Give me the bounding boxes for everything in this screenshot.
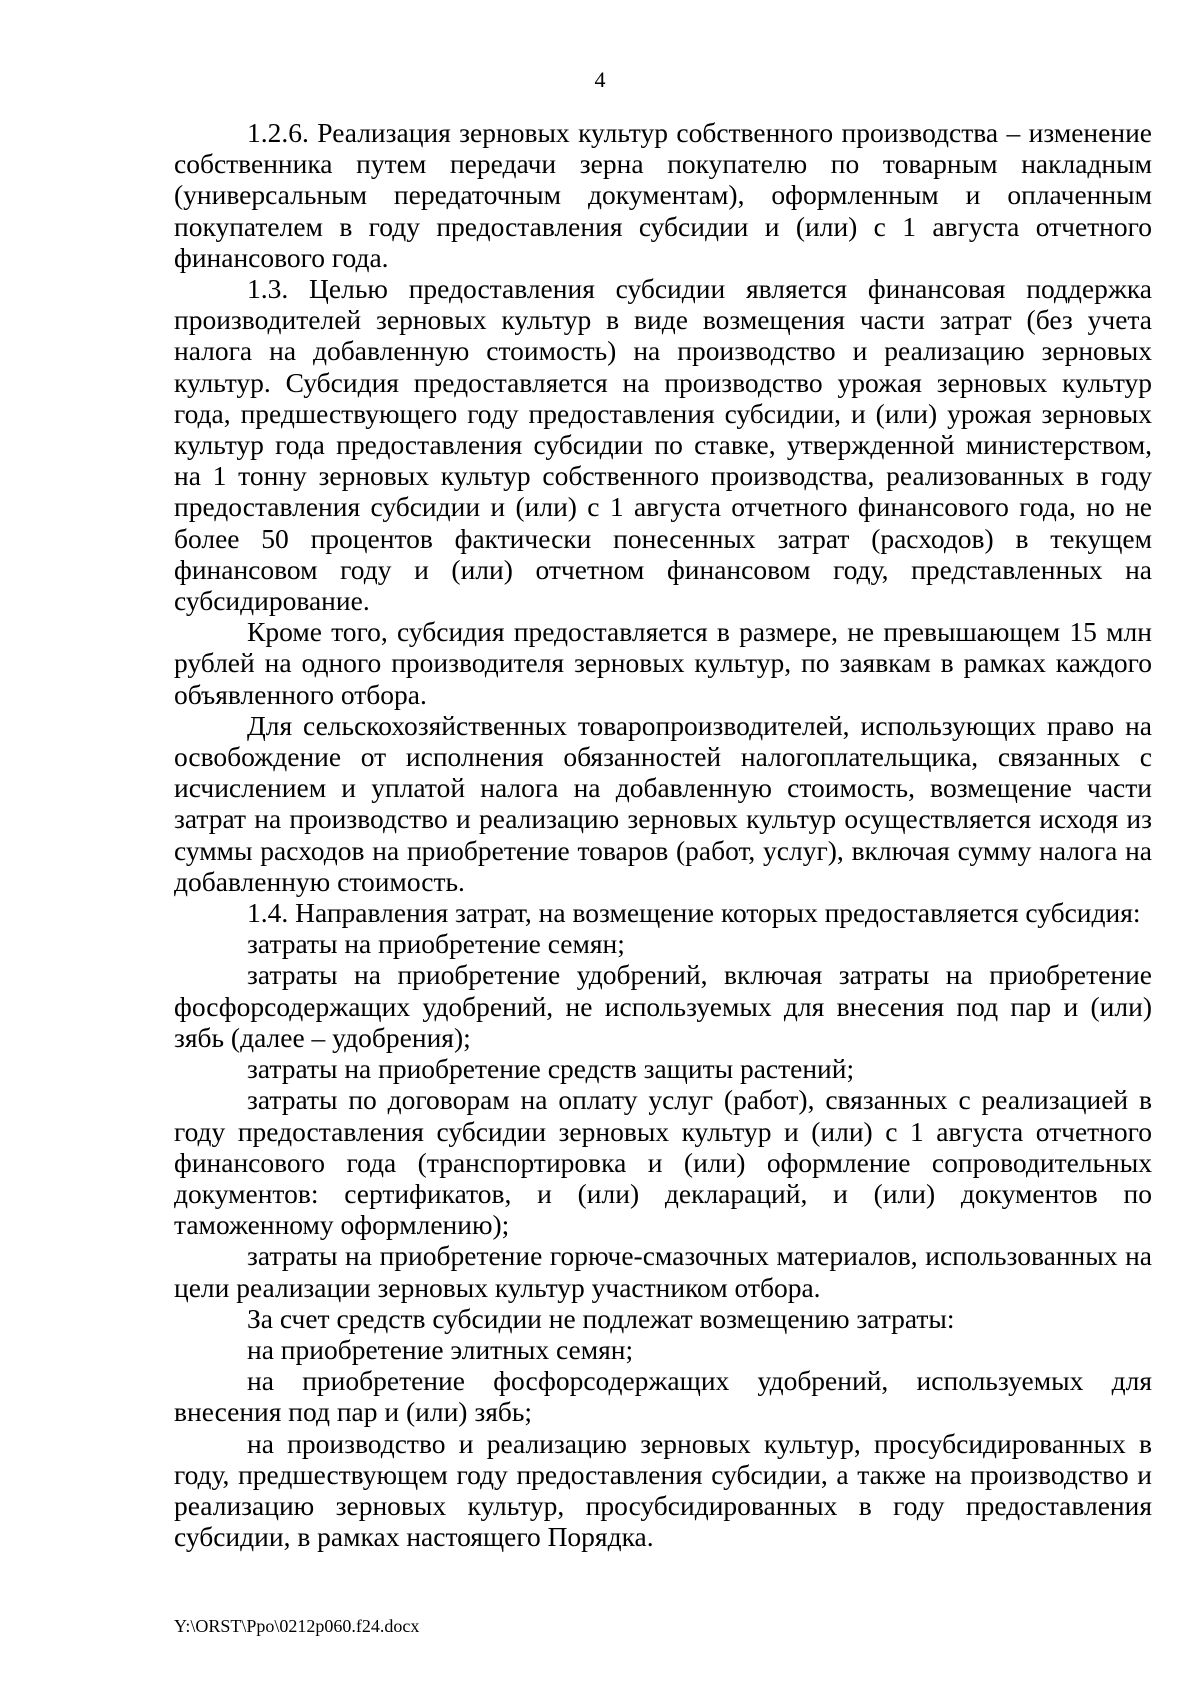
list-item-services: затраты по договорам на оплату услуг (работ), связанных с реализацией в году предоставления субсидии зерновых культур и (или) с 1 августа отчетного финансового года (транспортировка и (или) оформление сопроводительных документов: сертификатов, и (или) деклараций, и (или) документов по таможенному оформлению); bbox=[174, 1084, 1152, 1241]
list-item-elite-seeds: на приобретение элитных семян; bbox=[247, 1333, 634, 1365]
document-body bbox=[174, 117, 1152, 1552]
paragraph-not-reimbursed: За счет средств субсидии не подлежат возмещению затраты: bbox=[247, 1302, 955, 1334]
page-number: 4 bbox=[594, 67, 606, 92]
paragraph-subsidy-limit: Кроме того, субсидия предоставляется в размере, не превышающем 15 млн рублей на одного производителя зерновых культур, по заявкам в рамках каждого объявленного отбора. bbox=[174, 616, 1152, 710]
paragraph-1-3: 1.3. Целью предоставления субсидии является финансовая поддержка производителей зерновых культур в виде возмещения части затрат (без учета налога на добавленную стоимость) на производство и реализацию зерновых культур. Субсидия предоставляется на производство урожая зерновых культур года, предшествующего году предоставления субсидии, и (или) урожая зерновых культур года предоставления субсидии по ставке, утвержденной министерством, на 1 тонну зерновых культур собственного производства, реализованных в году предоставления субсидии и (или) с 1 августа отчетного финансового года, но не более 50 процентов фактически понесенных затрат (расходов) в текущем финансовом году и (или) отчетном финансовом году, представленных на субсидирование. bbox=[174, 273, 1152, 617]
list-item-already-subsidized: на производство и реализацию зерновых культур, просубсидированных в году, предшествующем году предоставления субсидии, а также на производство и реализацию зерновых культур, просубсидированных в году предоставления субсидии, в рамках настоящего Порядка. bbox=[174, 1427, 1152, 1553]
list-item-seeds: затраты на приобретение семян; bbox=[247, 928, 625, 960]
list-item-fertilizers: затраты на приобретение удобрений, включая затраты на приобретение фосфорсодержащих удобрений, не используемых для внесения под пар и (или) зябь (далее – удобрения); bbox=[174, 959, 1152, 1053]
paragraph-1-2-6: 1.2.6. Реализация зерновых культур собственного производства – изменение собственника путем передачи зерна покупателю по товарным накладным (универсальным передаточным документам), оформленным и оплаченным покупателем в году предоставления субсидии и (или) с 1 августа отчетного финансового года. bbox=[174, 117, 1152, 273]
list-item-phosphorus-fertilizers: на приобретение фосфорсодержащих удобрений, используемых для внесения под пар и (или) зябь; bbox=[174, 1365, 1152, 1428]
footer-file-path: Y:\ORST\Ppo\0212p060.f24.docx bbox=[174, 1616, 420, 1636]
list-item-plant-protection: затраты на приобретение средств защиты растений; bbox=[247, 1053, 855, 1085]
paragraph-vat-exempt: Для сельскохозяйственных товаропроизводителей, использующих право на освобождение от исполнения обязанностей налогоплательщика, связанных с исчислением и уплатой налога на добавленную стоимость, возмещение части затрат на производство и реализацию зерновых культур осуществляется исходя из суммы расходов на приобретение товаров (работ, услуг), включая сумму налога на добавленную стоимость. bbox=[174, 709, 1152, 897]
paragraph-1-4: 1.4. Направления затрат, на возмещение которых предоставляется субсидия: bbox=[247, 897, 1141, 929]
list-item-fuel: затраты на приобретение горюче-смазочных материалов, использованных на цели реализации зерновых культур участником отбора. bbox=[174, 1240, 1152, 1303]
